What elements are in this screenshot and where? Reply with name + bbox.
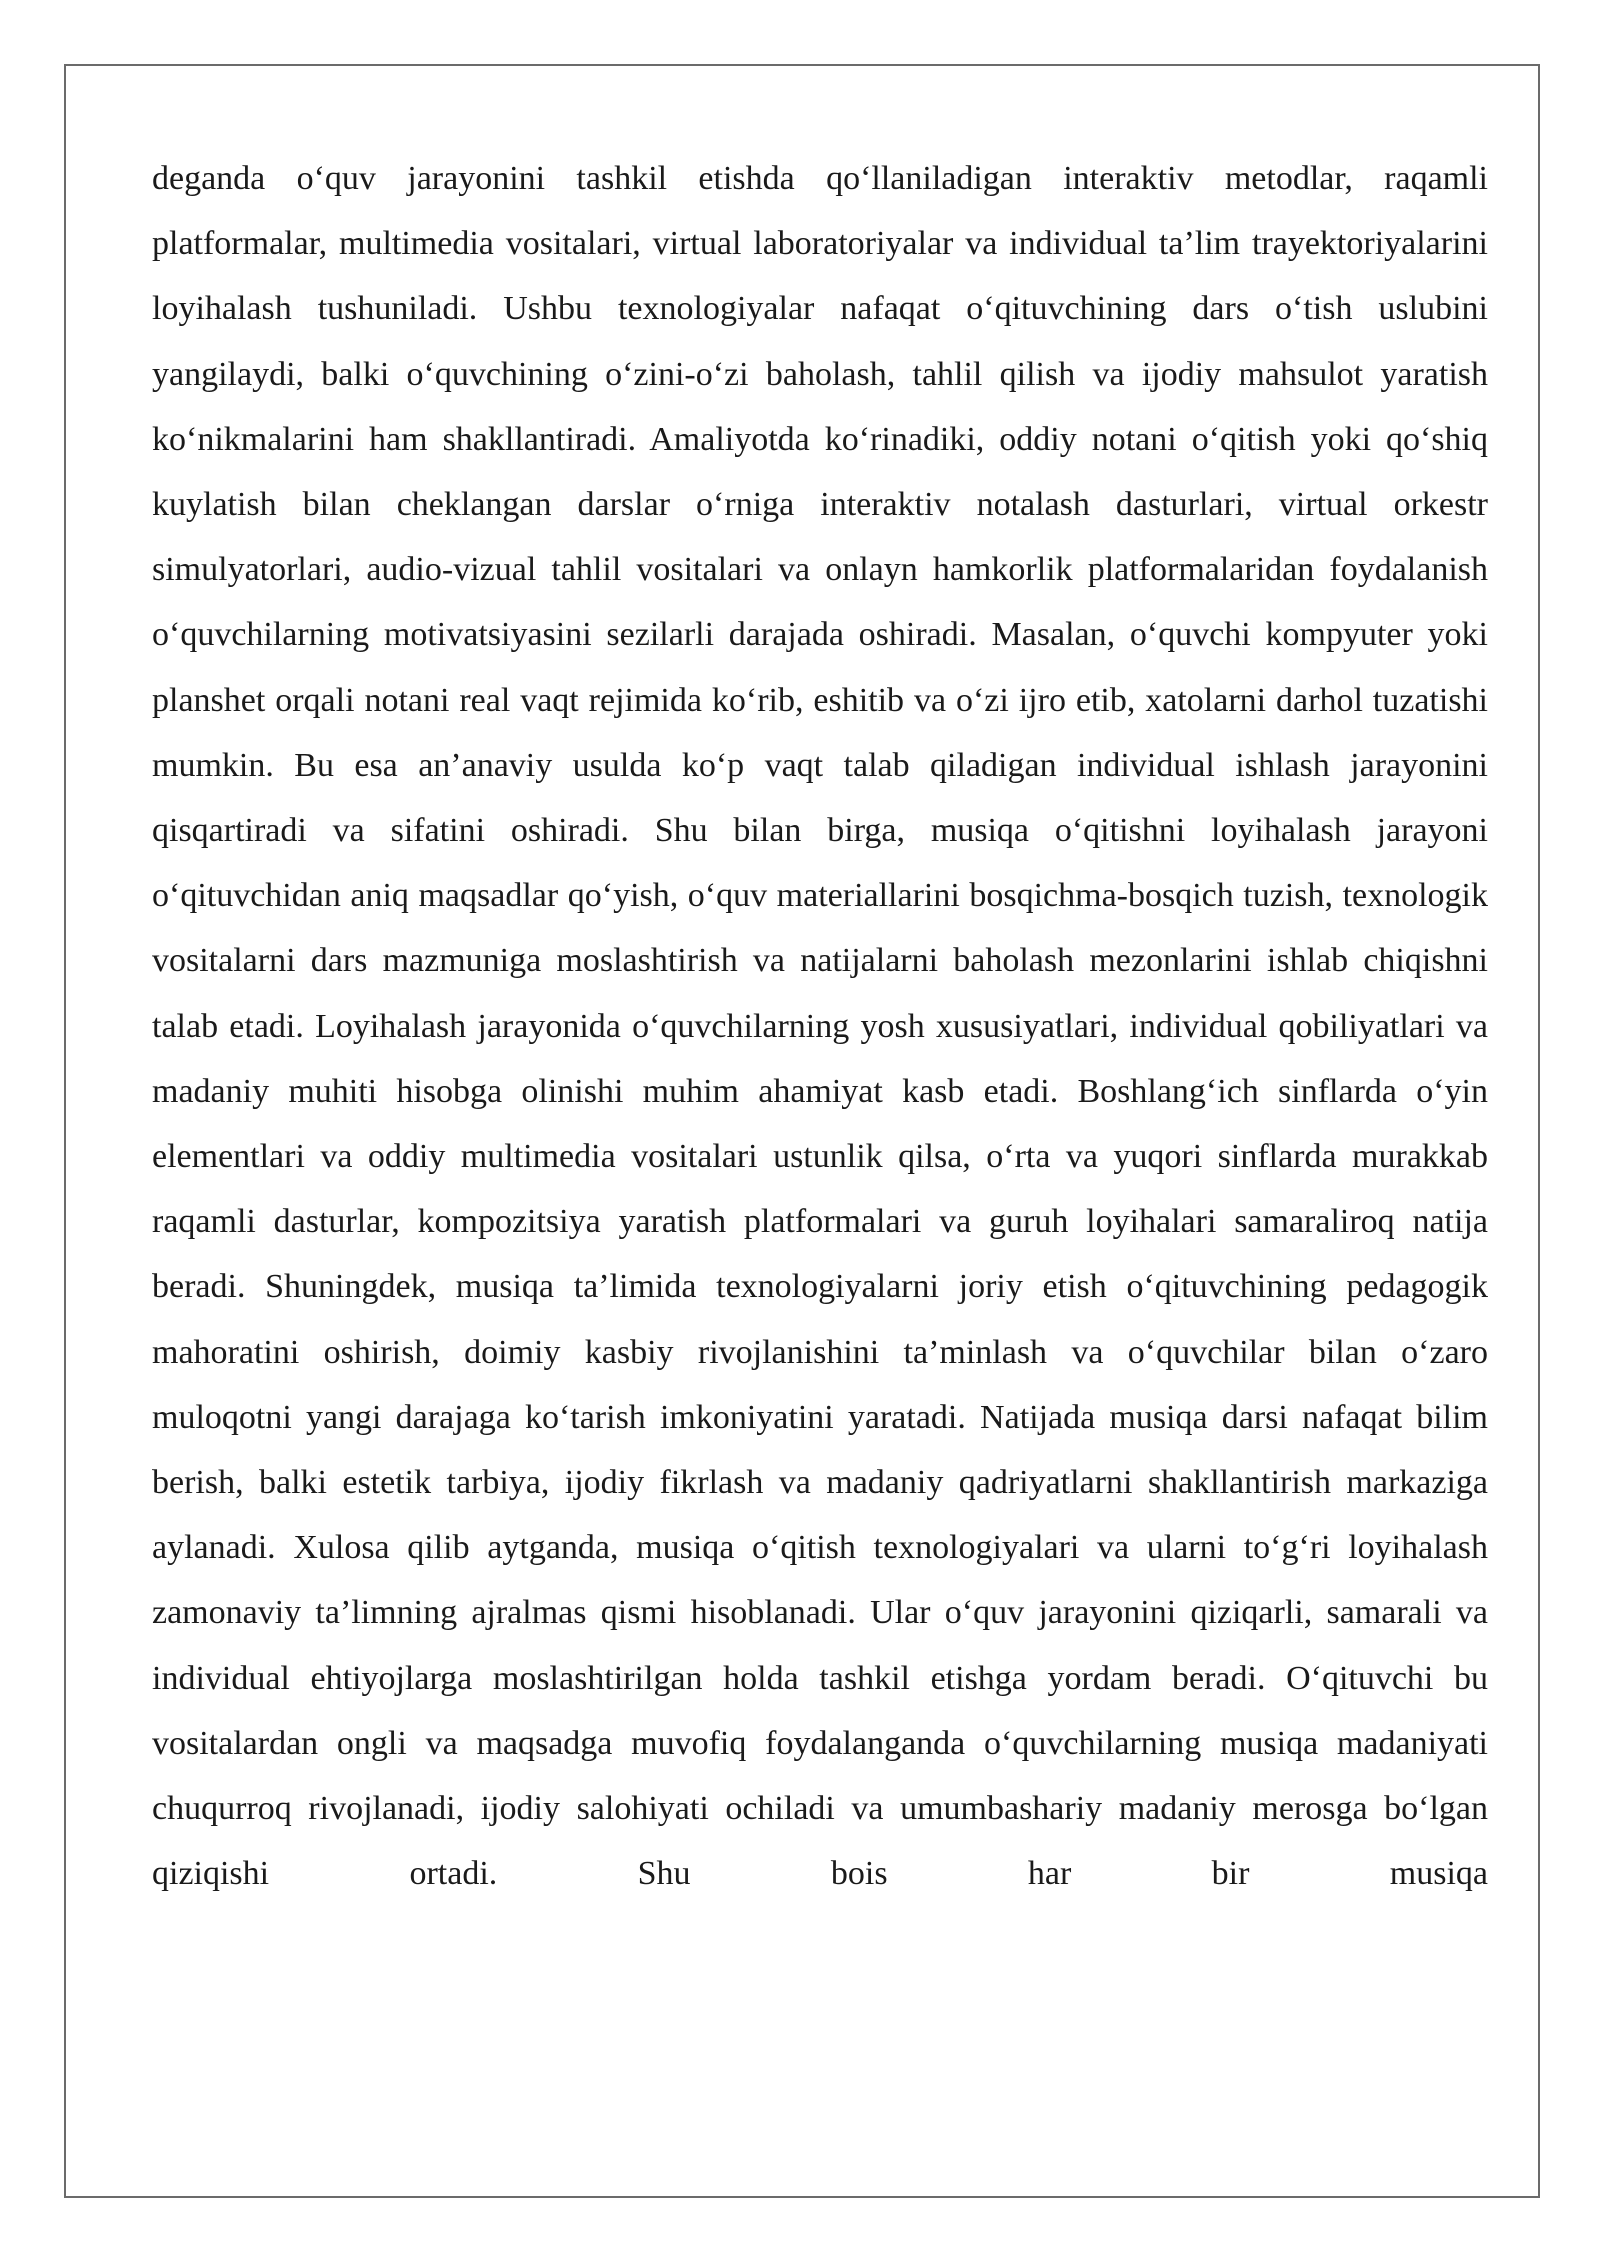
body-paragraph: deganda o‘quv jarayonini tashkil etishda qo‘llaniladigan interaktiv metodlar, raqamli platformalar, multimedia vositalari, virtual laboratoriyalar va individual ta’lim trayektoriyalarini loyihalash tushuniladi. Ushbu texnologiyalar nafaqat o‘qituvchining dars o‘tish uslubini yangilaydi, balki o‘quvchining o‘zini-o‘zi baholash, tahlil qilish va ijodiy mahsulot yaratish ko‘nikmalarini ham shakllantiradi. Amaliyotda ko‘rinadiki, oddiy notani o‘qitish yoki qo‘shiq kuylatish bilan cheklangan darslar o‘rniga interaktiv notalash dasturlari, virtual orkestr simulyatorlari, audio-vizual tahlil vositalari va onlayn hamkorlik platformalaridan foydalanish o‘quvchilarning motivatsiyasini sezilarli darajada oshiradi. Masalan, o‘quvchi kompyuter yoki planshet orqali notani real vaqt rejimida ko‘rib, eshitib va o‘zi ijro etib, xatolarni darhol tuzatishi mumkin. Bu esa an’anaviy usulda ko‘p vaqt talab qiladigan individual ishlash jarayonini qisqartiradi va sifatini oshiradi. Shu bilan birga, musiqa o‘qitishni loyihalash jarayoni o‘qituvchidan aniq maqsadlar qo‘yish, o‘quv materiallarini bosqichma-bosqich tuzish, texnologik vositalarni dars mazmuniga moslashtirish va natijalarni baholash mezonlarini ishlab chiqishni talab etadi. Loyihalash jarayonida o‘quvchilarning yosh xususiyatlari, individual qobiliyatlari va madaniy muhiti hisobga olinishi muhim ahamiyat kasb etadi. Boshlang‘ich sinflarda o‘yin elementlari va oddiy multimedia vositalari ustunlik qilsa, o‘rta va yuqori sinflarda murakkab raqamli dasturlar, kompozitsiya yaratish platformalari va guruh loyihalari samaraliroq natija beradi. Shuningdek, musiqa ta’limida texnologiyalarni joriy etish o‘qituvchining pedagogik mahoratini oshirish, doimiy kasbiy rivojlanishini ta’minlash va o‘quvchilar bilan o‘zaro muloqotni yangi darajaga ko‘tarish imkoniyatini yaratadi. Natijada musiqa darsi nafaqat bilim berish, balki estetik tarbiya, ijodiy fikrlash va madaniy qadriyatlarni shakllantirish markaziga aylanadi. Xulosa qilib aytganda, musiqa o‘qitish texnologiyalari va ularni to‘g‘ri loyihalash zamonaviy ta’limning ajralmas qismi hisoblanadi. Ular o‘quv jarayonini qiziqarli, samarali va individual ehtiyojlarga moslashtirilgan holda tashkil etishga yordam beradi. O‘qituvchi bu vositalardan ongli va maqsadga muvofiq foydalanganda o‘quvchilarning musiqa madaniyati chuqurroq rivojlanadi, ijodiy salohiyati ochiladi va umumbashariy madaniy merosga bo‘lgan qiziqishi ortadi. Shu bois har bir musiqa [152,160,1488,1893]
